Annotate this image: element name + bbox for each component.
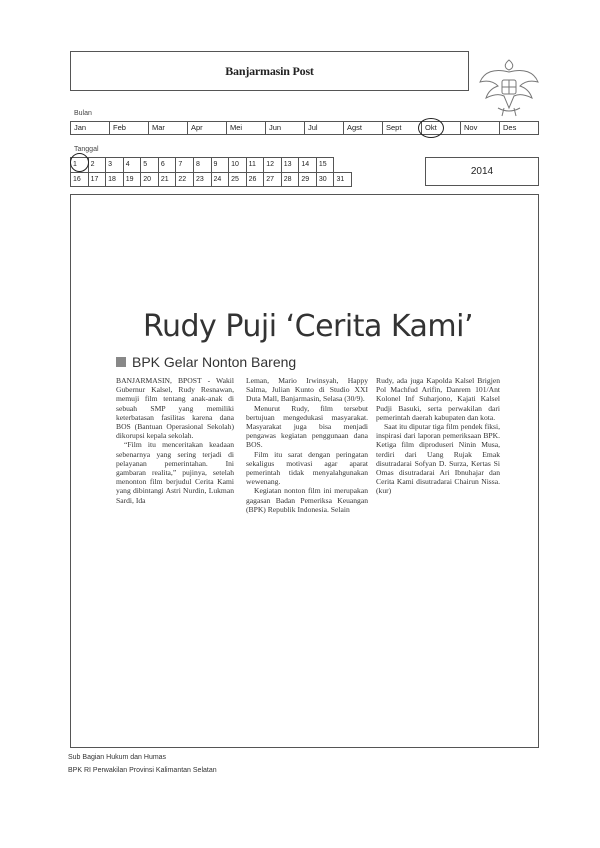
date-cell xyxy=(281,172,299,187)
month-label-text: Mei xyxy=(230,123,243,132)
article-column-2 xyxy=(246,376,368,514)
date-number: 3 xyxy=(108,161,113,169)
date-number: 7 xyxy=(178,161,183,169)
date-cell xyxy=(299,158,317,173)
month-label-text: Sept xyxy=(386,123,402,132)
date-cell xyxy=(71,172,89,187)
date-cell xyxy=(316,172,334,187)
date-cell xyxy=(299,172,317,187)
date-cell xyxy=(123,172,141,187)
month-cell xyxy=(227,122,266,134)
date-cell xyxy=(316,158,334,173)
date-cell xyxy=(141,172,159,187)
subheadline-text: BPK Gelar Nonton Bareng xyxy=(132,354,297,370)
date-cell xyxy=(211,172,229,187)
date-number: 31 xyxy=(336,175,345,183)
date-number: 9 xyxy=(213,161,218,169)
date-cell xyxy=(229,158,247,173)
date-number: 6 xyxy=(160,161,165,169)
date-number: 11 xyxy=(248,161,256,169)
date-number: 1 xyxy=(73,161,77,169)
date-cell xyxy=(88,172,106,187)
source-name: Banjarmasin Post xyxy=(225,63,314,78)
month-label-text: Jan xyxy=(74,123,87,132)
month-cell xyxy=(71,122,110,134)
date-number: 21 xyxy=(160,175,169,183)
date-number: 14 xyxy=(301,161,310,169)
article-paragraph: Menurut Rudy, film tersebut bertujuan mengedukasi masyarakat. Masyarakat juga bisa menjadi pengawas kegiatan penggunaan dana BOS. xyxy=(246,403,368,450)
month-label-text: Agst xyxy=(347,123,363,132)
article-paragraph: Leman, Mario Irwinsyah, Happy Salma, Julian Kunto di Studio XXI Duta Mall, Banjarmasin, Selasa (30/9). xyxy=(246,376,368,404)
date-number: 26 xyxy=(248,175,257,183)
selected-date-circle xyxy=(70,153,89,172)
month-cell xyxy=(266,122,305,134)
date-cell xyxy=(88,158,106,173)
date-cell xyxy=(229,172,247,187)
month-cell xyxy=(110,122,149,134)
garuda-emblem-icon xyxy=(474,50,544,120)
date-number: 19 xyxy=(125,175,134,183)
date-label: Tanggal xyxy=(74,146,99,153)
month-cell xyxy=(188,122,227,134)
selected-month-circle xyxy=(418,118,444,138)
month-cell xyxy=(344,122,383,134)
date-number: 5 xyxy=(143,161,148,169)
date-cell xyxy=(246,158,264,173)
article-paragraph: Kegiatan nonton film ini merupakan gagasan Badan Pemeriksa Keuangan (BPK) Republik Indonesia. Selain xyxy=(246,486,368,514)
month-label: Bulan xyxy=(74,110,92,117)
date-number: 20 xyxy=(143,175,152,183)
year-value: 2014 xyxy=(470,166,494,177)
article-subheadline xyxy=(116,354,296,370)
month-cell xyxy=(500,122,538,134)
month-cell xyxy=(422,122,461,134)
month-row xyxy=(70,121,539,135)
date-number: 8 xyxy=(195,161,200,169)
date-number: 25 xyxy=(231,175,239,183)
date-number: 30 xyxy=(318,175,327,183)
bullet-square-icon xyxy=(116,357,126,367)
month-cell xyxy=(305,122,344,134)
source-box xyxy=(70,51,469,91)
date-number: 13 xyxy=(283,161,292,169)
date-cell xyxy=(106,172,124,187)
date-number: 28 xyxy=(283,175,292,183)
date-cell xyxy=(246,172,264,187)
date-cell xyxy=(106,158,124,173)
article-column-1 xyxy=(116,376,234,505)
article-paragraph: “Film itu menceritakan keadaan sebenarnya yang sering terjadi di pelayanan pemerintahan. Ini gambaran realita,” pujinya, setelah menonton film berjudul Cerita Kami yang dibintangi Astri Nurdin, Lukman Sardi, Ida xyxy=(116,440,234,505)
article-headline: Rudy Puji ‘Cerita Kami’ xyxy=(142,309,474,344)
date-number: 27 xyxy=(266,175,274,183)
date-cell xyxy=(176,158,194,173)
article-paragraph: BANJARMASIN, BPOST - Wakil Gubernur Kalsel, Rudy Resnawan, memuji film tentang anak-anak di sebuah SMP yang memiliki keterbatasan fasilitas karena dana BOS (Bantuan Operasional Sekolah) dikorupsi kepala sekolah. xyxy=(116,376,234,441)
month-label-text: Nov xyxy=(464,123,478,132)
date-number: 18 xyxy=(108,175,116,183)
month-label-text: Feb xyxy=(113,123,126,132)
date-number: 10 xyxy=(231,161,239,169)
date-grid xyxy=(70,157,352,187)
date-cell xyxy=(71,158,89,173)
month-label-text: Mar xyxy=(152,123,165,132)
date-cell xyxy=(281,158,299,173)
month-label-text: Jun xyxy=(269,123,282,132)
month-label-text: Okt xyxy=(425,123,437,132)
footer-department: Sub Bagian Hukum dan Humas xyxy=(68,754,167,761)
date-number: 22 xyxy=(178,175,187,183)
date-number: 17 xyxy=(90,175,99,183)
date-cell xyxy=(158,158,176,173)
date-cell xyxy=(176,172,194,187)
month-cell xyxy=(383,122,422,134)
date-cell xyxy=(334,172,352,187)
footer-office: BPK RI Perwakilan Provinsi Kalimantan Selatan xyxy=(68,767,217,774)
date-number: 29 xyxy=(301,175,310,183)
month-cell xyxy=(149,122,188,134)
date-cell xyxy=(193,158,211,173)
date-number: 16 xyxy=(73,175,81,183)
month-label-text: Jul xyxy=(308,123,318,132)
date-number: 4 xyxy=(125,161,130,169)
date-number: 2 xyxy=(90,161,95,169)
month-label-text: Des xyxy=(503,123,517,132)
date-number: 15 xyxy=(318,161,327,169)
date-cell xyxy=(123,158,141,173)
date-cell xyxy=(264,172,282,187)
date-number: 12 xyxy=(266,161,274,169)
month-cell xyxy=(461,122,500,134)
year-box xyxy=(425,157,539,186)
month-label-text: Apr xyxy=(191,123,203,132)
article-paragraph: Saat itu diputar tiga film pendek fiksi, inspirasi dari laporan pemeriksaan BPK. Ketiga film diproduseri Ninin Musa, terdiri dari Uang Rujak Emak disutradarai Sofyan D. Surza, Kertas Si Omas disutradarai Ari Ibnuhajar dan Cerita Kami disutradarai Chairun Nissa. (kur) xyxy=(376,422,500,496)
date-cell xyxy=(211,158,229,173)
date-number: 24 xyxy=(213,175,222,183)
article-paragraph: Rudy, ada juga Kapolda Kalsel Brigjen Pol Machfud Arifin, Danrem 101/Ant Kolonel Inf Suharjono, Kajati Kalsel Pudji Basuki, serta perwakilan dari pemerintah daerah kabupaten dan kota. xyxy=(376,376,500,422)
date-cell xyxy=(193,172,211,187)
article-paragraph: Film itu sarat dengan peringatan sekaligus motivasi agar aparat pemerintah tidak menyalahgunakan wewenang. xyxy=(246,449,368,487)
article-column-3 xyxy=(376,376,500,496)
date-cell xyxy=(158,172,176,187)
date-number: 23 xyxy=(195,175,204,183)
date-cell xyxy=(264,158,282,173)
date-cell xyxy=(141,158,159,173)
